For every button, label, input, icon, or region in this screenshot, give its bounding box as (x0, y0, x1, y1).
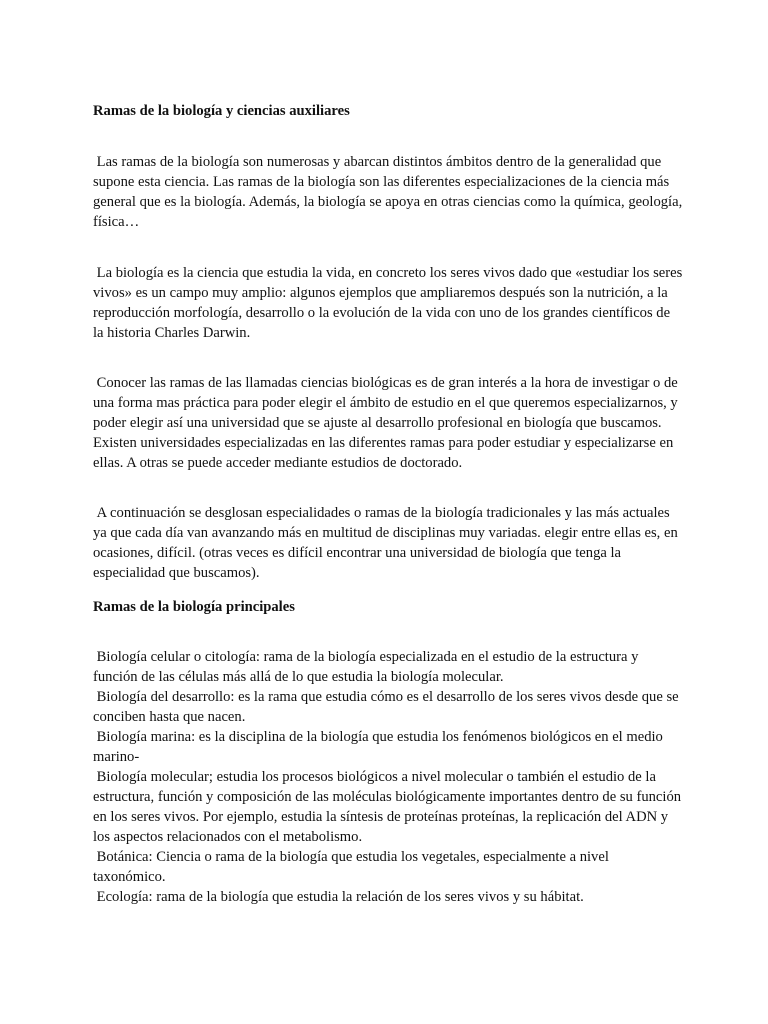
paragraph-continuacion: A continuación se desglosan especialidades o ramas de la biología tradicionales y las más actuales ya que cada día van avanzando más en multitud de disciplinas muy variadas. elegir entre ellas es, en ocasiones, difícil. (otras veces es difícil encontrar una universidad de biología que tenga la especialidad que buscamos). (93, 505, 682, 581)
paragraph-intro: Las ramas de la biología son numerosas y abarcan distintos ámbitos dentro de la generalidad que supone esta ciencia. Las ramas de la biología son las diferentes especializaciones de la ciencia más general que es la biología. Además, la biología se apoya en otras ciencias como la química, geología, física… (93, 154, 686, 230)
document-page (93, 101, 686, 907)
paragraph-definicion: La biología es la ciencia que estudia la vida, en concreto los seres vivos dado que «estudiar los seres vivos» es un campo muy amplio: algunos ejemplos que ampliaremos después son la nutrición, a la reproducción morfología, desarrollo o la evolución de la vida con uno de los grandes científicos de la historia Charles Darwin. (93, 265, 686, 341)
branches-list (93, 647, 683, 907)
list-item-biologia-marina: Biología marina: es la disciplina de la biología que estudia los fenómenos biológicos en el medio marino- (93, 729, 667, 765)
list-item-biologia-desarrollo: Biología del desarrollo: es la rama que estudia cómo es el desarrollo de los seres vivos desde que se conciben hasta que nacen. (93, 689, 683, 725)
list-item-ecologia: Ecología: rama de la biología que estudia la relación de los seres vivos y su hábitat. (93, 889, 584, 905)
paragraph-conocer-ramas: Conocer las ramas de las llamadas ciencias biológicas es de gran interés a la hora de investigar o de una forma mas práctica para poder elegir el ámbito de estudio en el que queremos especializarnos, y poder elegir así una universidad que se ajuste al desarrollo profesional en biología que buscamos. Existen universidades especializadas en las diferentes ramas para poder estudiar y especializarse en ellas. A otras se puede acceder mediante estudios de doctorado. (93, 375, 682, 471)
section-heading-ramas-principales: Ramas de la biología principales (93, 599, 295, 615)
section-heading-ramas-y-ciencias-auxiliares: Ramas de la biología y ciencias auxiliares (93, 103, 350, 119)
list-item-botanica: Botánica: Ciencia o rama de la biología que estudia los vegetales, especialmente a nivel taxonómico. (93, 849, 613, 885)
list-item-biologia-celular: Biología celular o citología: rama de la biología especializada en el estudio de la estructura y función de las células más allá de lo que estudia la biología molecular. (93, 649, 643, 685)
list-item-biologia-molecular: Biología molecular; estudia los procesos biológicos a nivel molecular o también el estudio de la estructura, función y composición de las moléculas biológicamente importantes dentro de su función en los seres vivos. Por ejemplo, estudia la síntesis de proteínas proteínas, la replicación del ADN y los aspectos relacionados con el metabolismo. (93, 769, 685, 845)
